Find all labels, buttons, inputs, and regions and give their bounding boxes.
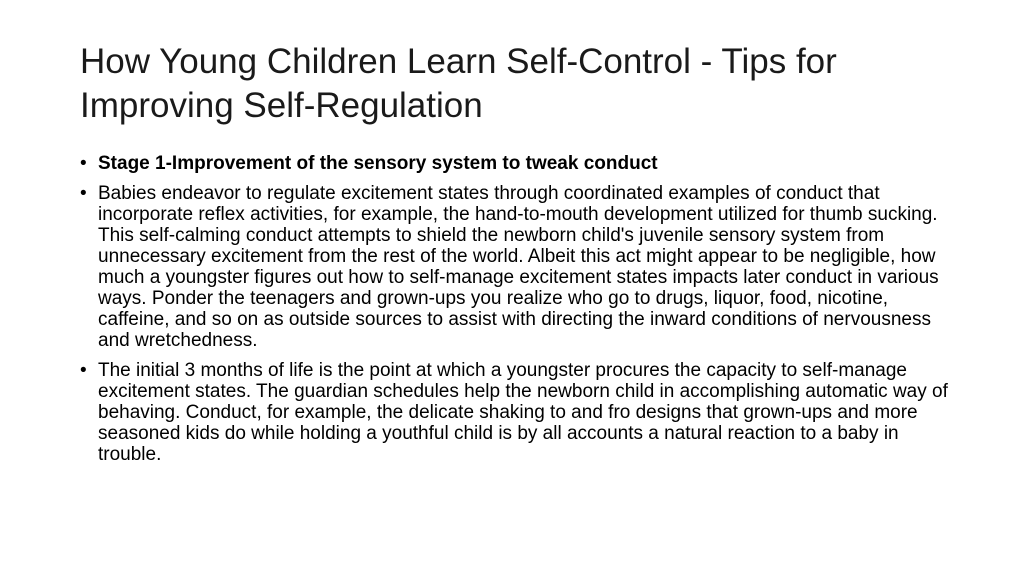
- bullet-paragraph: The initial 3 months of life is the point at which a youngster procures the capacity to self-manage excitement states. The guardian schedules help the newborn child in accomplishing automatic way of behaving. Conduct, for example, the delicate shaking to and fro designs that grown-ups and more seasoned kids do while holding a youthful child is by all accounts a natural reaction to a baby in trouble.: [98, 360, 948, 465]
- bullet-list: [80, 153, 950, 474]
- bullet-item: [80, 183, 950, 351]
- bullet-item: [80, 360, 950, 465]
- slide-title: How Young Children Learn Self-Control - Tips for Improving Self-Regulation: [80, 42, 837, 125]
- bullet-paragraph: Babies endeavor to regulate excitement states through coordinated examples of conduct that incorporate reflex activities, for example, the hand-to-mouth development utilized for thumb sucking. This self-calming conduct attempts to shield the newborn child's juvenile sensory system from unnecessary excitement from the rest of the world. Albeit this act might appear to be negligible, how much a youngster figures out how to self-manage excitement states impacts later conduct in various ways. Ponder the teenagers and grown-ups you realize who go to drugs, liquor, food, nicotine, caffeine, and so on as outside sources to assist with directing the inward conditions of nervousness and wretchedness.: [98, 183, 939, 351]
- bullet-item: [80, 153, 950, 174]
- bullet-dot-icon: •: [80, 183, 87, 204]
- bullet-heading: Stage 1-Improvement of the sensory system to tweak conduct: [98, 153, 658, 174]
- bullet-dot-icon: •: [80, 153, 87, 174]
- bullet-dot-icon: •: [80, 360, 87, 381]
